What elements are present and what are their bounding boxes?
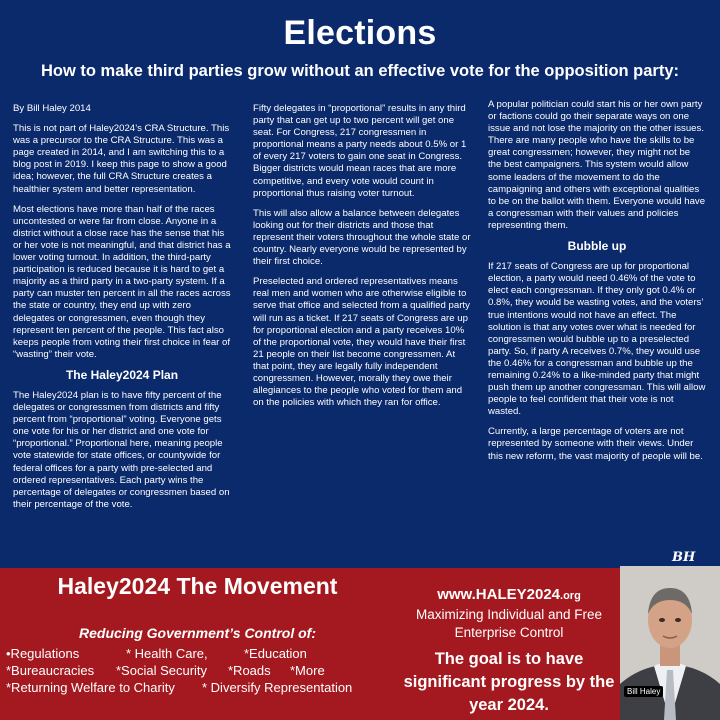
issue-item: *Bureaucracies: [6, 663, 95, 678]
paragraph: The Haley2024 plan is to have fifty percent of the delegates or congressmen from districts and fifty percent from “proportional” voting. Everyone gets one vote for his or her district and one vote for “proportional.” Proportional here, meaning people vote statewide for state offices, or countywide for federal offices for a party with pre-selected and ordered representatives. Each party wins the percentage of delegates or congressmen based on their percentage of the vote.: [13, 389, 230, 510]
paragraph: This will also allow a balance between delegates looking out for their districts and those that represent their voters throughout the whole state or country. Nearly everyone would be represented by their first choice.: [253, 207, 471, 268]
footer-banner: [0, 568, 720, 720]
issue-item: * Diversify Representation: [202, 680, 353, 695]
movement-title: Haley2024 The Movement: [57, 573, 338, 599]
page-title: Elections: [283, 14, 437, 52]
issue-item: *Returning Welfare to Charity: [6, 680, 175, 695]
paragraph: A popular politician could start his or her own party or factions could go their separate ways on one issue and not lose the majority on the other issues. There are many people who have the skills to be great congressmen; however, they might not be the best campaigners. This system would allow some leaders of the movement to do the campaigning and others with exceptional qualities to be on the ballot with them. Everyone would have a congressman with their values and policies representing them.: [488, 99, 706, 231]
issue-row: [6, 679, 396, 696]
issues-list: [6, 645, 396, 696]
article-column-2: [253, 103, 471, 417]
section-heading-plan: The Haley2024 Plan: [65, 367, 179, 382]
issue-item: *Education: [244, 646, 307, 661]
issue-item: * Health Care,: [126, 646, 208, 661]
website-domain: www.HALEY2024: [437, 586, 561, 603]
page-subtitle: How to make third parties grow without an effective vote for the opposition party:: [40, 62, 680, 80]
paragraph: This is not part of Haley2024’s CRA Structure. This was a precursor to the CRA Structure. This was a page created in 2014, and I am switching this to a blog post in 2019. I keep this page to show a good idea; however, the full CRA Structure creates a healthier system and better representation.: [13, 123, 230, 195]
website-tld: .org: [560, 590, 581, 602]
initials-signature: BH: [672, 550, 696, 565]
photo-caption: Bill Haley: [624, 686, 663, 697]
section-heading-bubble-up: Bubble up: [567, 239, 627, 254]
issue-item: *Social Security: [116, 663, 208, 678]
reducing-heading: Reducing Government’s Control of:: [79, 625, 316, 641]
paragraph: Preselected and ordered representatives means real men and women who are otherwise eligible to serve that office and selected from a qualified party will run as a ticket. If 217 seats of Congress are up for proportional election and a party receives 10% of the proportional vote, they would have their first 21 people on their list become congressmen. At that point, they are legally fully independent congressmen. However, morally they owe their allegiances to the people who voted for them and on the policies with which they ran for office.: [253, 276, 470, 409]
paragraph: Currently, a large percentage of voters are not represented by someone with their views. Under this new reform, the vast majority of people will be.: [488, 426, 703, 462]
issue-item: *Roads: [228, 663, 271, 678]
issue-row: [6, 662, 396, 679]
paragraph: Fifty delegates in “proportional” results in any third party that can get up to two percent will get one seat. For Congress, 217 congressmen in proportional means a party needs about 0.5% or 1 of every 217 voters to gain one seat in Congress. Bigger districts would mean races that are more competitive, and every vote would count in proportional thus raising voter turnout.: [253, 103, 467, 199]
byline: By Bill Haley 2014: [13, 103, 91, 114]
goal-statement: The goal is to have significant progress by the year 2024.: [403, 650, 615, 714]
issue-row: [6, 645, 396, 662]
paragraph: If 217 seats of Congress are up for proportional election, a party would need 0.46% of the vote to elect each congressman. If they only got 0.4% or 0.8%, they would be wasting votes, and the voters’ true intentions would not have an effect. The solution is that any votes over what is needed for congressmen would bubble up to a preselected party. So, if party A receives 0.7%, they would use the 0.46% for a congressman and bubble up the remaining 0.24% to a like-minded party that might push them up another congressman. This will allow people to feel confident that their vote is not wasted.: [488, 261, 706, 418]
paragraph: Most elections have more than half of the races uncontested or were far from close. Anyone in a district without a close race has the sense that his or her vote is not meaningful, and that district has a lower voting turnout. In addition, the third-party participation is reduced because it is hard to get a majority as a third party in a two-party system. If a party can muster ten percent in all the races across the state or country, they end up with zero delegates or congressmen, even though they represent ten percent of the people. This fact also keeps people from voting their first choice in fear of “wasting” their vote.: [13, 203, 231, 360]
article-column-1: [13, 103, 231, 519]
issue-item: *More: [290, 663, 325, 678]
tagline: Maximizing Individual and Free Enterprise Control: [415, 607, 603, 640]
website-link[interactable]: [400, 586, 618, 603]
article-column-3: [488, 99, 706, 471]
issue-item: •Regulations: [6, 646, 80, 661]
